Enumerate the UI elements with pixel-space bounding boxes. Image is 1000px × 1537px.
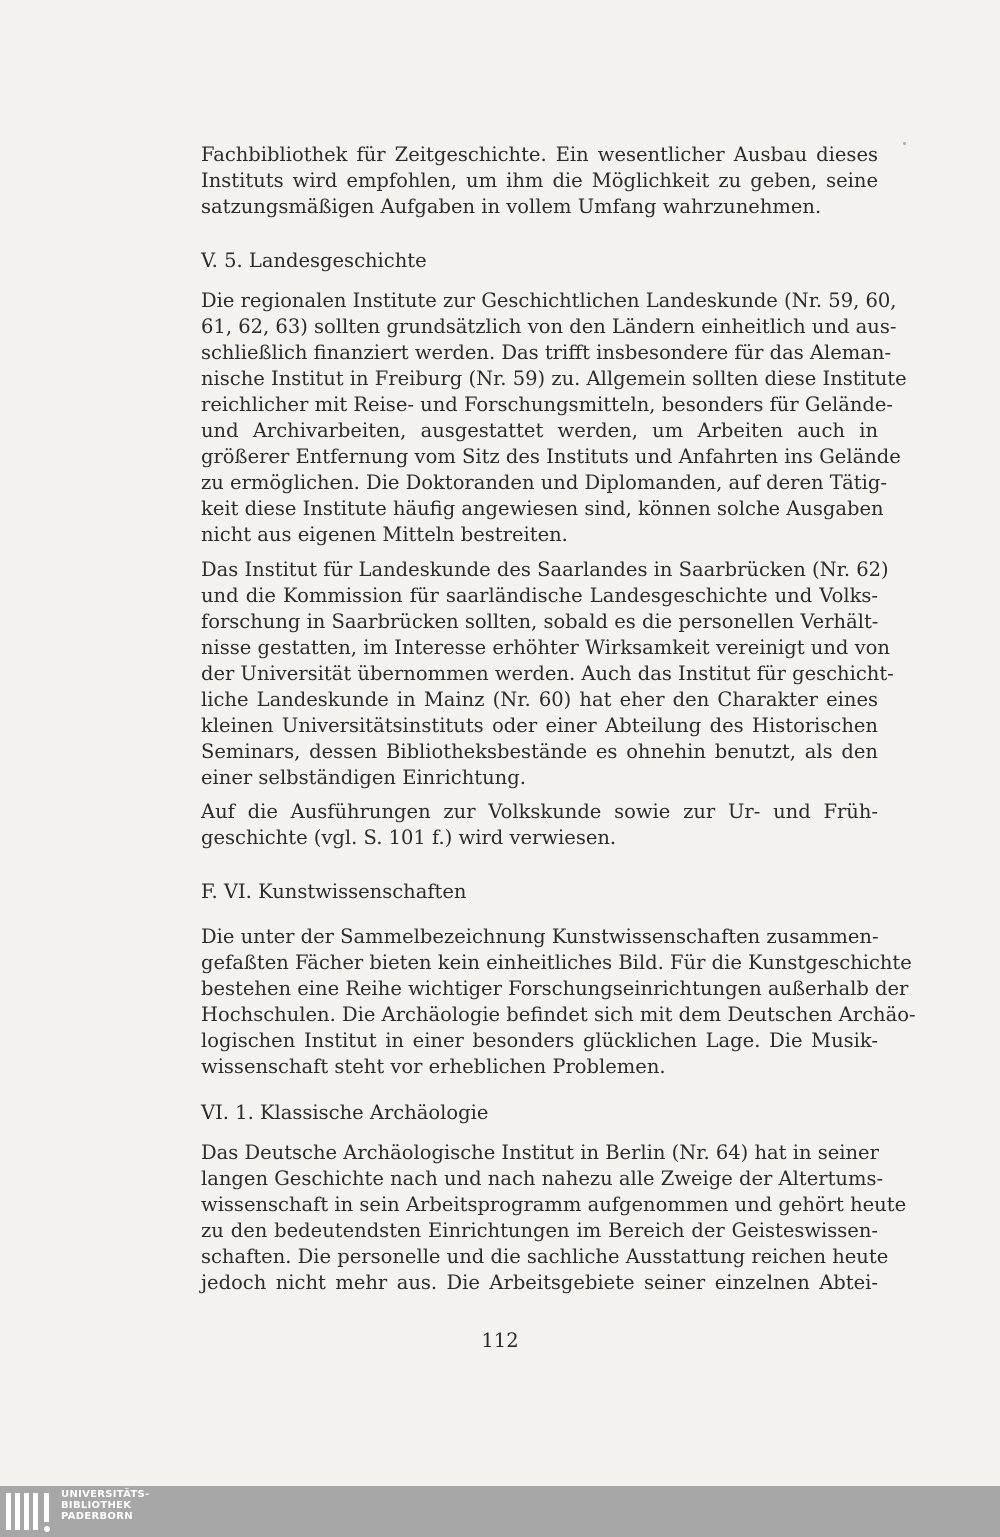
text-line: jedoch nicht mehr aus. Die Arbeitsgebiete seiner einzelnen Abtei- [201, 1271, 878, 1294]
logo-text-line: UNIVERSITÄTS- [61, 1489, 150, 1500]
text-line: 61, 62, 63) sollten grundsätzlich von den Ländern einheitlich und aus- [201, 315, 897, 338]
logo-bar [15, 1493, 20, 1530]
text-line: geschichte (vgl. S. 101 f.) wird verwiesen. [201, 826, 617, 849]
logo-bar [6, 1493, 11, 1530]
text-line: Fachbibliothek für Zeitgeschichte. Ein wesentlicher Ausbau dieses [201, 143, 878, 166]
paragraph-volkskunde [201, 799, 878, 851]
text-line: forschung in Saarbrücken sollten, sobald es die personellen Verhält- [201, 610, 879, 633]
text-line: Seminars, dessen Bibliotheksbestände es ohnehin benutzt, als den [201, 740, 878, 763]
text-line: wissenschaft in sein Arbeitsprogramm aufgenommen und gehört heute [201, 1193, 907, 1216]
logo-text-line: BIBLIOTHEK [61, 1500, 132, 1511]
library-logo-icon [6, 1489, 50, 1533]
paragraph-kunstwissenschaften [201, 924, 916, 1080]
text-line: reichlicher mit Reise- und Forschungsmitteln, besonders für Gelände- [201, 393, 894, 416]
text-line: Das Deutsche Archäologische Institut in Berlin (Nr. 64) hat in seiner [201, 1141, 879, 1164]
section-heading-klassische-archaeologie: VI. 1. Klassische Archäologie [201, 1101, 489, 1124]
text-line: Das Institut für Landeskunde des Saarlandes in Saarbrücken (Nr. 62) [201, 558, 889, 581]
paragraph-text [201, 924, 916, 1080]
text-line: gefaßten Fächer bieten kein einheitliches Bild. Für die Kunstgeschichte [201, 951, 912, 974]
text-line: schaften. Die personelle und die sachliche Ausstattung reichen heute [201, 1245, 889, 1268]
text-line: Die unter der Sammelbezeichnung Kunstwissenschaften zusammen- [201, 925, 879, 948]
paragraph-text [201, 1140, 907, 1296]
text-line: wissenschaft steht vor erheblichen Problemen. [201, 1055, 666, 1078]
text-line: schließlich finanziert werden. Das trifft insbesondere für das Aleman- [201, 341, 892, 364]
paper-speck [903, 142, 906, 145]
text-line: und die Kommission für saarländische Landesgeschichte und Volks- [201, 584, 878, 607]
library-logo-text [61, 1489, 150, 1522]
paragraph-text [201, 799, 878, 851]
paragraph-text [201, 142, 878, 220]
text-line: zu ermöglichen. Die Doktoranden und Diplomanden, auf deren Tätig- [201, 471, 887, 494]
text-line: langen Geschichte nach und nach nahezu alle Zweige der Altertums- [201, 1167, 884, 1190]
text-line: Instituts wird empfohlen, um ihm die Möglichkeit zu geben, seine [201, 169, 878, 192]
text-line: logischen Institut in einer besonders glücklichen Lage. Die Musik- [201, 1029, 878, 1052]
text-line: Hochschulen. Die Archäologie befindet sich mit dem Deutschen Archäo- [201, 1003, 916, 1026]
paragraph-text [201, 557, 894, 791]
page-number: 112 [481, 1329, 519, 1352]
logo-dot [44, 1526, 50, 1532]
logo-bar [33, 1493, 38, 1530]
text-line: keit diese Institute häufig angewiesen sind, können solche Ausgaben [201, 497, 884, 520]
text-line: nisse gestatten, im Interesse erhöhter Wirksamkeit vereinigt und von [201, 636, 890, 659]
text-line: liche Landeskunde in Mainz (Nr. 60) hat eher den Charakter eines [201, 688, 878, 711]
text-line: Die regionalen Institute zur Geschichtlichen Landeskunde (Nr. 59, 60, [201, 289, 897, 312]
section-heading-kunstwissenschaften: F. VI. Kunstwissenschaften [201, 880, 467, 903]
text-line: nische Institut in Freiburg (Nr. 59) zu. Allgemein sollten diese Institute [201, 367, 907, 390]
paragraph-continuation [201, 142, 878, 220]
paragraph-archaeologisches-institut [201, 1140, 907, 1296]
text-line: Auf die Ausführungen zur Volkskunde sowie zur Ur- und Früh- [201, 800, 878, 823]
text-line: kleinen Universitätsinstituts oder einer Abteilung des Historischen [201, 714, 878, 737]
text-line: satzungsmäßigen Aufgaben in vollem Umfang wahrzunehmen. [201, 195, 822, 218]
paragraph-text [201, 288, 907, 548]
text-line: der Universität übernommen werden. Auch das Institut für geschicht- [201, 662, 894, 685]
logo-text-line: PADERBORN [61, 1511, 133, 1522]
library-logo [6, 1489, 150, 1535]
paragraph-saarland [201, 557, 894, 791]
text-line: nicht aus eigenen Mitteln bestreiten. [201, 523, 568, 546]
text-line: zu den bedeutendsten Einrichtungen im Bereich der Geisteswissen- [201, 1219, 878, 1242]
text-line: größerer Entfernung vom Sitz des Instituts und Anfahrten ins Gelände [201, 445, 901, 468]
logo-bar [24, 1493, 29, 1530]
logo-bar [44, 1493, 49, 1522]
text-line: und Archivarbeiten, ausgestattet werden, um Arbeiten auch in [201, 419, 878, 442]
library-footer-bar [0, 1486, 1000, 1537]
text-line: einer selbständigen Einrichtung. [201, 766, 526, 789]
section-heading-landesgeschichte: V. 5. Landesgeschichte [201, 249, 427, 272]
text-line: bestehen eine Reihe wichtiger Forschungseinrichtungen außerhalb der [201, 977, 909, 1000]
paragraph-landesgeschichte [201, 288, 907, 548]
